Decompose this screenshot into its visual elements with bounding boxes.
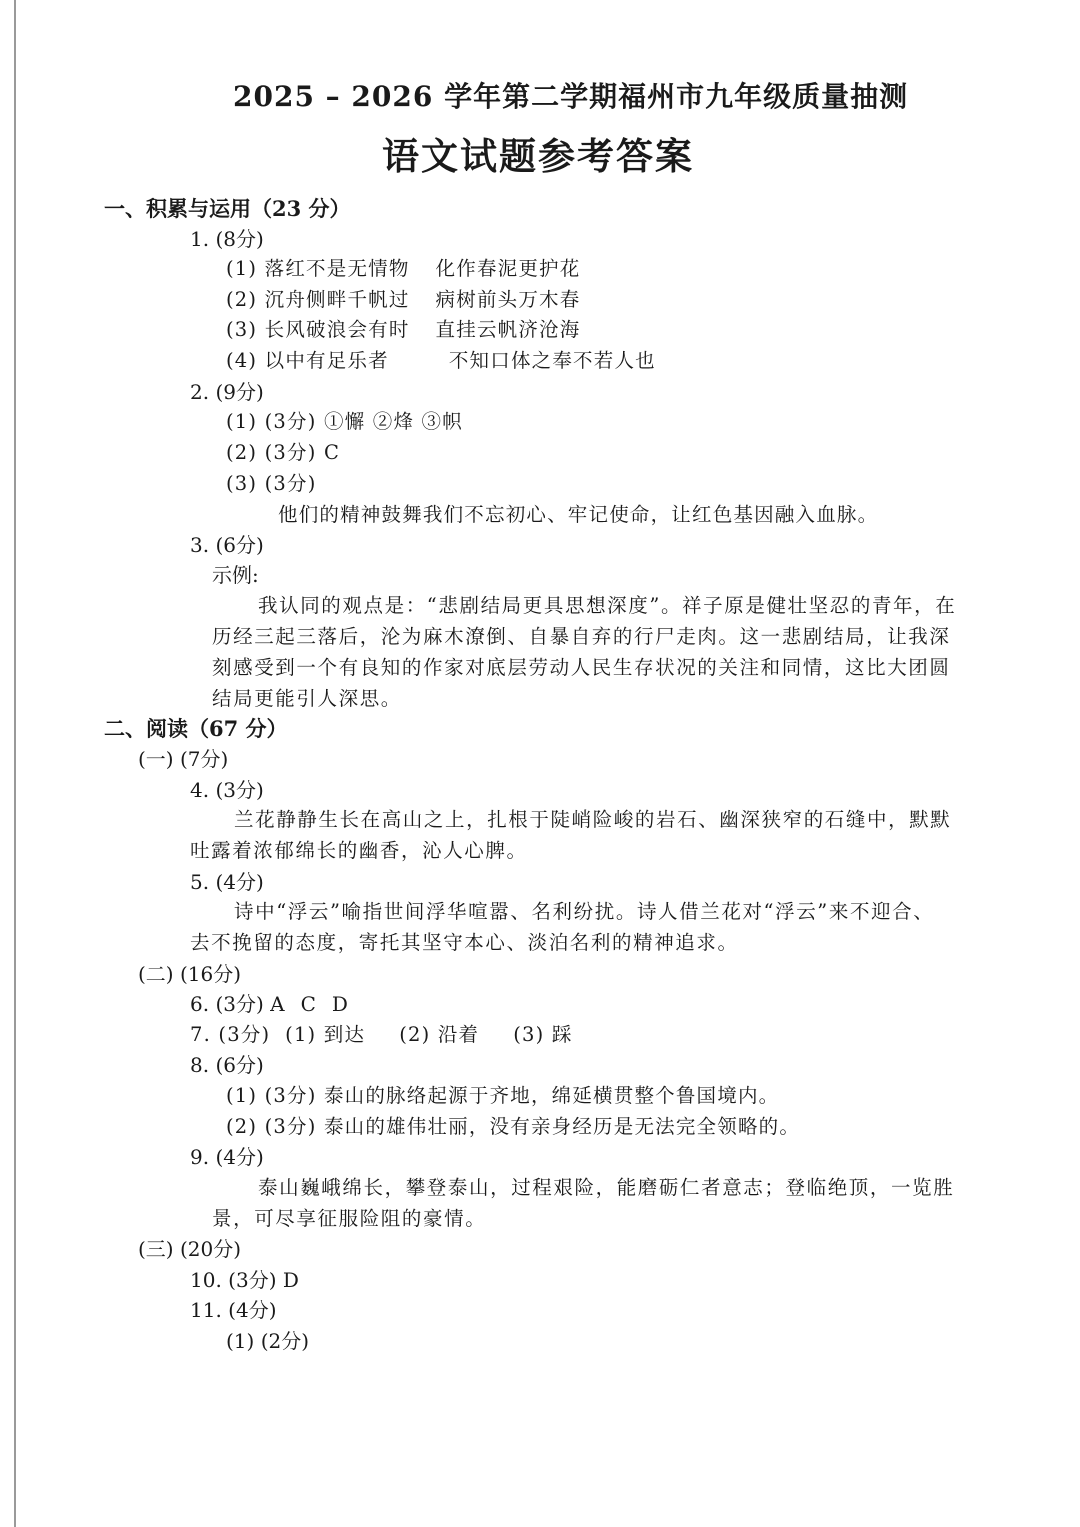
answer-line: 去不挽留的态度，寄托其坚守本心、淡泊名利的精神追求。 [190,931,739,954]
answer-line: 我认同的观点是：“悲剧结局更具思想深度”。祥子原是健壮坚忍的青年，在 [258,594,957,617]
item-number: (3) [513,1023,545,1046]
item-number: (1) [226,257,258,280]
question-label: 3. (6分) [190,533,264,557]
option: C [300,992,316,1016]
verse-a: 长风破浪会有时 [264,318,410,341]
sub-answer: (1) (3分) ①懈 ②烽 ③帜 [226,410,463,433]
poem-line-item [226,315,580,345]
item-number: (1) [285,1023,317,1046]
section-heading: 二、阅读（67 分） [104,716,288,741]
verse-b: 不知口体之奉不若人也 [448,349,656,372]
sub-answer: (2) (3分) C [226,441,341,464]
answer-line: 兰花静静生长在高山之上，扎根于陡峭险峻的岩石、幽深狭窄的石缝中，默默 [234,808,952,831]
answer-line: 历经三起三落后，沦为麻木潦倒、自暴自弃的行尸走肉。这一悲剧结局，让我深 [212,625,951,648]
answer-line: 结局更能引人深思。 [212,687,402,710]
example-label: 示例: [212,563,259,587]
sub-answer: (1) (3分) 泰山的脉络起源于齐地，绵延横贯整个鲁国境内。 [226,1084,780,1107]
question-label: 11. (4分) [190,1298,277,1322]
sub-answer: (1) (2分) [226,1329,310,1353]
answer-text: 他们的精神鼓舞我们不忘初心、牢记使命，让红色基因融入血脉。 [278,503,879,526]
question-label: 9. (4分) [190,1145,264,1169]
option: A [270,992,285,1016]
question-answer-line [190,1020,573,1050]
question-label: 5. (4分) [190,870,264,894]
question-label: 2. (9分) [190,380,264,404]
sub-answer: (2) (3分) 泰山的雄伟壮丽，没有亲身经历是无法完全领略的。 [226,1115,801,1138]
question-answer-line: 10. (3分) D [190,1268,299,1292]
question-label: 6. (3分) [190,992,264,1016]
page-edge-line [14,0,16,1527]
verse-b: 病树前头万木春 [435,288,581,311]
question-label: 7. (3分) [190,1023,271,1046]
section-heading: 一、积累与运用（23 分） [104,196,351,221]
verse-a: 以中有足乐者 [264,349,389,372]
option: D [331,992,348,1016]
question-answer-line [190,989,348,1019]
subsection-label: (一) (7分) [138,747,229,771]
answer-word: 沿着 [437,1023,480,1046]
question-label: 1. (8分) [190,227,264,251]
poem-line-item [226,346,656,376]
sub-answer: (3) (3分) [226,472,317,495]
answer-word: 到达 [323,1023,366,1046]
verse-b: 化作春泥更护花 [435,257,581,280]
verse-b: 直挂云帆济沧海 [435,318,581,341]
answer-line: 刻感受到一个有良知的作家对底层劳动人民生存状况的关注和同情，这比大团圆 [212,656,951,679]
item-number: (2) [399,1023,431,1046]
answer-word: 踩 [551,1023,573,1046]
poem-line-item [226,285,580,315]
verse-a: 落红不是无情物 [264,257,410,280]
answer-line: 景，可尽享征服险阻的豪情。 [212,1207,487,1230]
exam-title: 2025 – 2026 学年第二学期福州市九年级质量抽测 [233,80,909,113]
subsection-label: (二) (16分) [138,962,242,986]
verse-a: 沉舟侧畔千帆过 [264,288,410,311]
answer-line: 诗中“浮云”喻指世间浮华喧嚣、名利纷扰。诗人借兰花对“浮云”来不迎合、 [234,900,935,923]
answer-key-title: 语文试题参考答案 [382,134,694,178]
poem-line-item [226,254,580,284]
question-label: 4. (3分) [190,778,264,802]
item-number: (3) [226,318,258,341]
subsection-label: (三) (20分) [138,1237,242,1261]
answer-line: 泰山巍峨绵长，攀登泰山，过程艰险，能磨砺仁者意志；登临绝顶，一览胜 [258,1176,955,1199]
answer-line: 吐露着浓郁绵长的幽香，沁人心脾。 [190,839,528,862]
question-label: 8. (6分) [190,1053,264,1077]
item-number: (4) [226,349,258,372]
item-number: (2) [226,288,258,311]
